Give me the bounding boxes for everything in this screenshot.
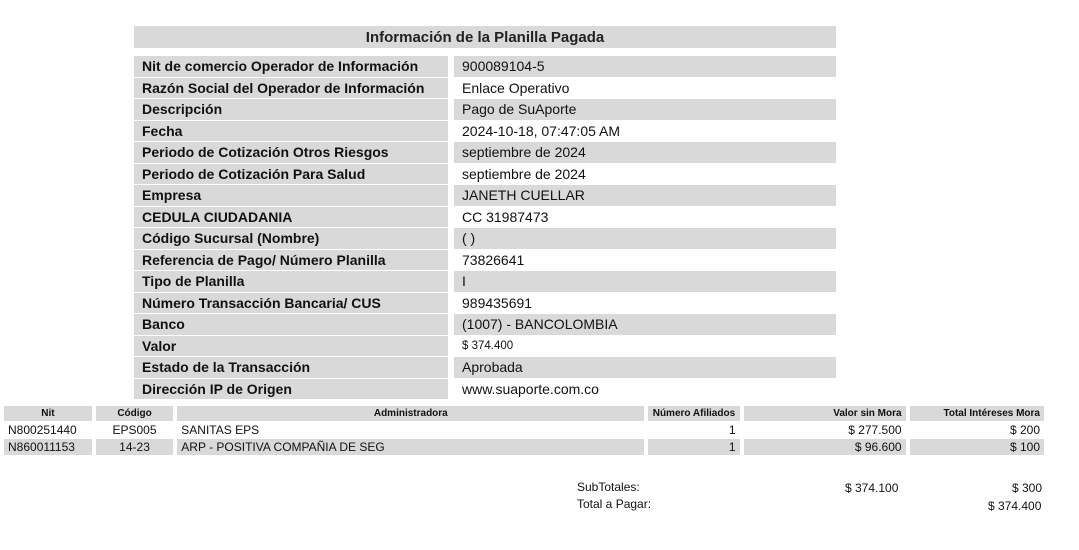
info-row-estado [134, 357, 836, 379]
info-label: Periodo de Cotización Para Salud [134, 164, 448, 186]
cell-valor: $ 96.600 [744, 439, 906, 455]
panel-title: Información de la Planilla Pagada [134, 26, 836, 48]
info-label: Código Sucursal (Nombre) [134, 228, 448, 250]
info-label: Valor [134, 336, 448, 358]
info-label: Nit de comercio Operador de Información [134, 56, 448, 78]
info-value: Pago de SuAporte [454, 99, 836, 121]
info-label: Estado de la Transacción [134, 357, 448, 379]
info-row-periodo-salud [134, 164, 836, 186]
total-valor: $ 374.400 [988, 499, 1042, 513]
info-value: Enlace Operativo [454, 78, 836, 100]
info-label: Dirección IP de Origen [134, 379, 448, 401]
cell-intereses: $ 100 [910, 439, 1044, 455]
cell-codigo: 14-23 [96, 439, 174, 455]
payment-info-panel [134, 26, 836, 400]
info-row-fecha [134, 121, 836, 143]
info-value: Aprobada [454, 357, 836, 379]
subtotal-intereses: $ 300 [1012, 481, 1043, 495]
table-row [4, 439, 1044, 455]
info-row-referencia [134, 250, 836, 272]
info-value: ( ) [454, 228, 836, 250]
info-label: Razón Social del Operador de Información [134, 78, 448, 100]
table-row [4, 422, 1044, 438]
info-row-ip [134, 379, 836, 401]
cell-valor: $ 277.500 [848, 423, 902, 437]
cell-administradora: SANITAS EPS [181, 423, 260, 437]
cell-administradora: ARP - POSITIVA COMPAÑIA DE SEG [177, 439, 644, 455]
cell-codigo: EPS005 [112, 423, 157, 437]
info-value: 73826641 [454, 250, 836, 272]
info-row-sucursal [134, 228, 836, 250]
info-row-nit [134, 56, 836, 78]
info-value: 2024-10-18, 07:47:05 AM [454, 121, 836, 143]
info-value: $ 374.400 [454, 336, 836, 358]
info-row-descripcion [134, 99, 836, 121]
info-row-cedula [134, 207, 836, 229]
info-label: Empresa [134, 185, 448, 207]
info-label: Banco [134, 314, 448, 336]
info-value: (1007) - BANCOLOMBIA [454, 314, 836, 336]
info-label: Referencia de Pago/ Número Planilla [134, 250, 448, 272]
total-label: Total a Pagar: [577, 497, 652, 511]
subtotales-label: SubTotales: [577, 480, 640, 494]
cell-intereses: $ 200 [1009, 423, 1040, 437]
col-header-codigo: Código [96, 406, 174, 421]
administradoras-table [0, 405, 1048, 456]
info-value: septiembre de 2024 [454, 164, 836, 186]
info-label: Descripción [134, 99, 448, 121]
info-label: CEDULA CIUDADANIA [134, 207, 448, 229]
cell-afiliados: 1 [728, 423, 736, 437]
info-label: Tipo de Planilla [134, 271, 448, 293]
info-label: Periodo de Cotización Otros Riesgos [134, 142, 448, 164]
info-value: CC 31987473 [454, 207, 836, 229]
info-row-empresa [134, 185, 836, 207]
info-label: Número Transacción Bancaria/ CUS [134, 293, 448, 315]
info-row-banco [134, 314, 836, 336]
info-value: I [454, 271, 836, 293]
col-header-intereses: Total Intéreses Mora [910, 406, 1044, 421]
cell-nit: N860011153 [4, 439, 92, 455]
info-value: 989435691 [454, 293, 836, 315]
info-value: 900089104-5 [454, 56, 836, 78]
col-header-afiliados: Número Afiliados [648, 406, 739, 421]
info-value: www.suaporte.com.co [454, 379, 836, 401]
subtotal-valor: $ 374.100 [845, 481, 899, 495]
info-value: JANETH CUELLAR [454, 185, 836, 207]
cell-nit: N800251440 [8, 423, 77, 437]
table-header-row [4, 406, 1044, 421]
col-header-nit: Nit [4, 406, 92, 421]
info-label: Fecha [134, 121, 448, 143]
info-value: septiembre de 2024 [454, 142, 836, 164]
info-row-transaccion [134, 293, 836, 315]
cell-afiliados: 1 [648, 439, 739, 455]
col-header-administradora: Administradora [177, 406, 644, 421]
col-header-valor: Valor sin Mora [744, 406, 906, 421]
info-row-tipo-planilla [134, 271, 836, 293]
info-row-periodo-riesgos [134, 142, 836, 164]
info-row-razon-social [134, 78, 836, 100]
info-row-valor [134, 336, 836, 358]
